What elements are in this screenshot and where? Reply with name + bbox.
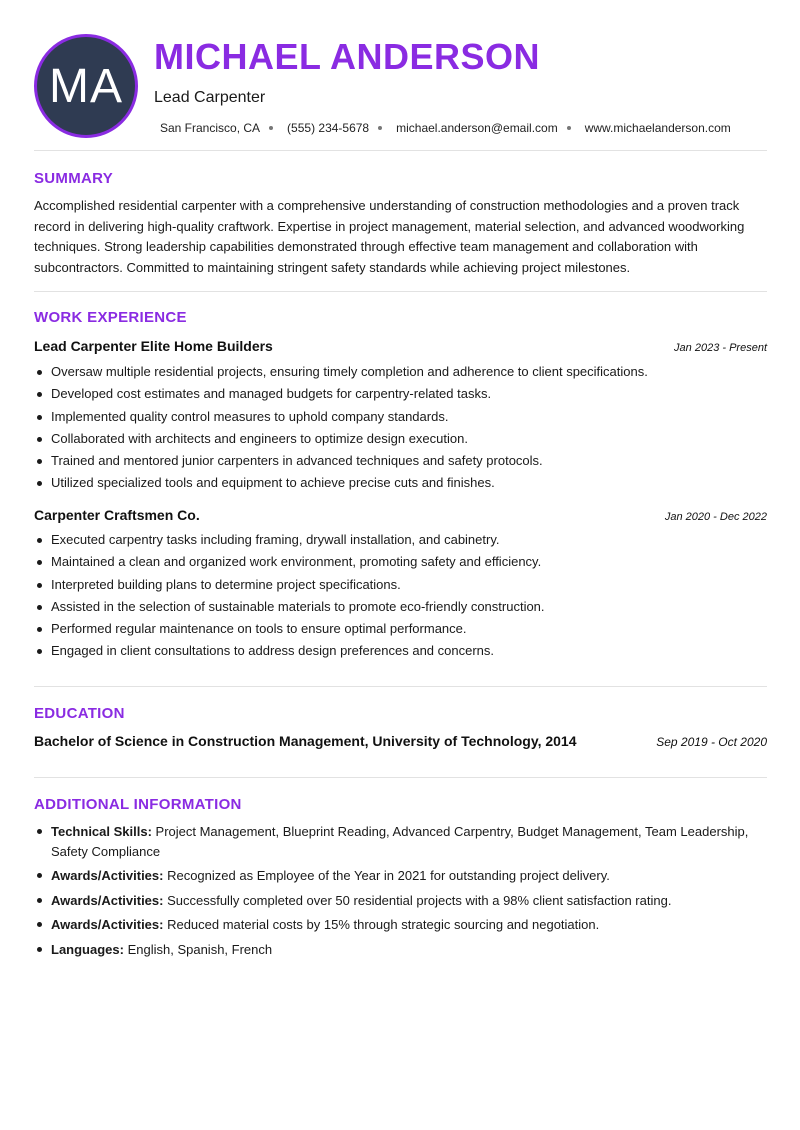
separator-dot-icon [269,126,273,130]
list-item: Developed cost estimates and managed budgets for carpentry-related tasks. [34,384,767,406]
education-degree: Bachelor of Science in Construction Management, University of Technology, 2014 [34,733,577,749]
separator-dot-icon [567,126,571,130]
item-text: Reduced material costs by 15% through strategic sourcing and negotiation. [163,917,600,932]
list-item [34,915,767,935]
candidate-title: Lead Carpenter [154,89,266,106]
divider [34,686,767,687]
item-label: Languages: [51,941,124,957]
job-role: Lead Carpenter Elite Home Builders [34,338,273,354]
contact-email[interactable]: michael.anderson@email.com [396,121,558,135]
contact-website[interactable]: www.michaelanderson.com [584,121,731,135]
list-item [34,866,767,886]
list-item: Utilized specialized tools and equipment to achieve precise cuts and finishes. [34,473,767,495]
list-item [34,940,767,960]
summary-heading: SUMMARY [34,170,114,187]
divider [34,150,767,151]
job-header [34,338,767,354]
list-item: Performed regular maintenance on tools to ensure optimal performance. [34,619,767,641]
item-label: Awards/Activities: [51,917,164,932]
list-item: Engaged in client consultations to address design preferences and concerns. [34,641,767,663]
job-role: Carpenter Craftsmen Co. [34,507,200,523]
separator-dot-icon [378,126,382,130]
list-item: Maintained a clean and organized work environment, promoting safety and efficiency. [34,552,767,574]
job-bullets [34,530,767,664]
job-dates: Jan 2020 - Dec 2022 [664,511,767,523]
divider [34,777,767,778]
job-bullets [34,362,767,496]
avatar-initials: MA [49,59,123,113]
candidate-name: MICHAEL ANDERSON [154,36,541,77]
list-item: Assisted in the selection of sustainable materials to promote eco-friendly construction. [34,597,767,619]
additional-heading: ADDITIONAL INFORMATION [34,796,242,813]
list-item [34,891,767,911]
job-header [34,507,767,523]
experience-heading: WORK EXPERIENCE [34,309,187,326]
list-item: Trained and mentored junior carpenters in advanced techniques and safety protocols. [34,451,767,473]
item-label: Awards/Activities: [51,868,164,883]
list-item: Oversaw multiple residential projects, ensuring timely completion and adherence to client specifications. [34,362,767,384]
item-label: Awards/Activities: [51,892,164,908]
item-text: English, Spanish, French [123,941,273,957]
list-item: Executed carpentry tasks including framing, drywall installation, and cabinetry. [34,530,767,552]
list-item [34,822,767,861]
education-dates: Sep 2019 - Oct 2020 [656,735,767,749]
item-text: Recognized as Employee of the Year in 2021 for outstanding project delivery. [163,868,610,883]
education-heading: EDUCATION [34,705,125,722]
divider [34,291,767,292]
summary-text: Accomplished residential carpenter with a comprehensive understanding of construction methodologies and a proven track record in delivering high-quality craftwork. Expertise in project management, material selection, and advanced woodworking techniques. Strong leadership capabilities demonstrated through effective team management and collaboration with subcontractors. Committed to maintaining stringent safety standards while achieving project milestones. [34,198,745,275]
item-text: Successfully completed over 50 residential projects with a 98% client satisfaction rating. [163,892,672,908]
list-item: Interpreted building plans to determine project specifications. [34,575,767,597]
list-item: Implemented quality control measures to uphold company standards. [34,407,767,429]
list-item: Collaborated with architects and engineers to optimize design execution. [34,429,767,451]
avatar [34,34,138,138]
item-text: Project Management, Blueprint Reading, Advanced Carpentry, Budget Management, Team Leadership, Safety Compliance [51,824,749,859]
job-dates: Jan 2023 - Present [674,342,767,354]
contact-location: San Francisco, CA [160,121,261,135]
contact-line [160,121,731,135]
item-label: Technical Skills: [51,824,152,839]
contact-phone: (555) 234-5678 [287,121,370,135]
additional-list [34,822,767,964]
education-entry [34,733,767,749]
